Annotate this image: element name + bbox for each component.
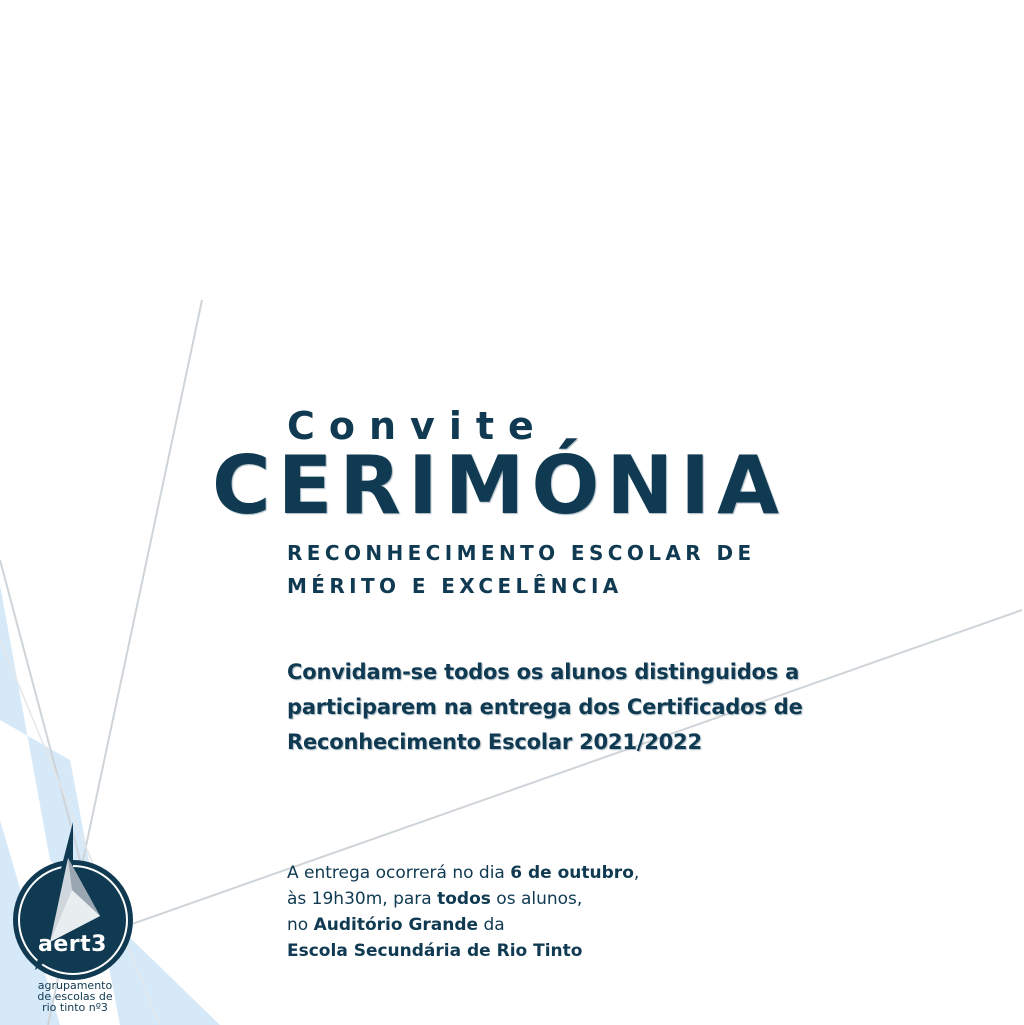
- subtitle-line: MÉRITO E EXCELÊNCIA: [287, 574, 623, 598]
- logo-caption-line: de escolas de: [37, 990, 113, 1003]
- details-line-venue: [287, 912, 639, 938]
- logo-caption-line: agrupamento: [37, 979, 113, 992]
- event-audience: todos: [437, 889, 491, 909]
- invitation-line: Convidam-se todos os alunos distinguidos a: [287, 660, 800, 684]
- event-date: 6 de outubro: [510, 863, 634, 883]
- details-text: às 19h30m, para: [287, 889, 438, 909]
- details-text: A entrega ocorrerá no dia: [287, 863, 511, 883]
- logo-caption: [20, 980, 130, 1013]
- logo-caption-line: rio tinto nº3: [42, 1001, 108, 1014]
- ceremony-subtitle: [287, 537, 756, 603]
- event-venue: Auditório Grande: [313, 915, 479, 935]
- invitation-line: Reconhecimento Escolar 2021/2022: [287, 730, 702, 754]
- details-line-time: [287, 886, 639, 912]
- invitation-line: participarem na entrega dos Certificados de: [287, 695, 803, 719]
- details-line-school: [287, 938, 639, 964]
- convite-heading: Convite: [287, 404, 548, 448]
- invitation-text: [287, 655, 803, 760]
- details-text: no: [287, 915, 314, 935]
- event-details: [287, 860, 639, 964]
- logo-wordmark: aert3: [38, 932, 107, 957]
- cerimonia-heading: CERIMÓNIA: [212, 439, 786, 532]
- subtitle-line: RECONHECIMENTO ESCOLAR DE: [287, 541, 756, 565]
- details-text: os alunos,: [490, 889, 583, 909]
- event-school: Escola Secundária de Rio Tinto: [287, 941, 583, 961]
- details-text: da: [478, 915, 505, 935]
- details-line-date: [287, 860, 639, 886]
- details-text: ,: [633, 863, 640, 883]
